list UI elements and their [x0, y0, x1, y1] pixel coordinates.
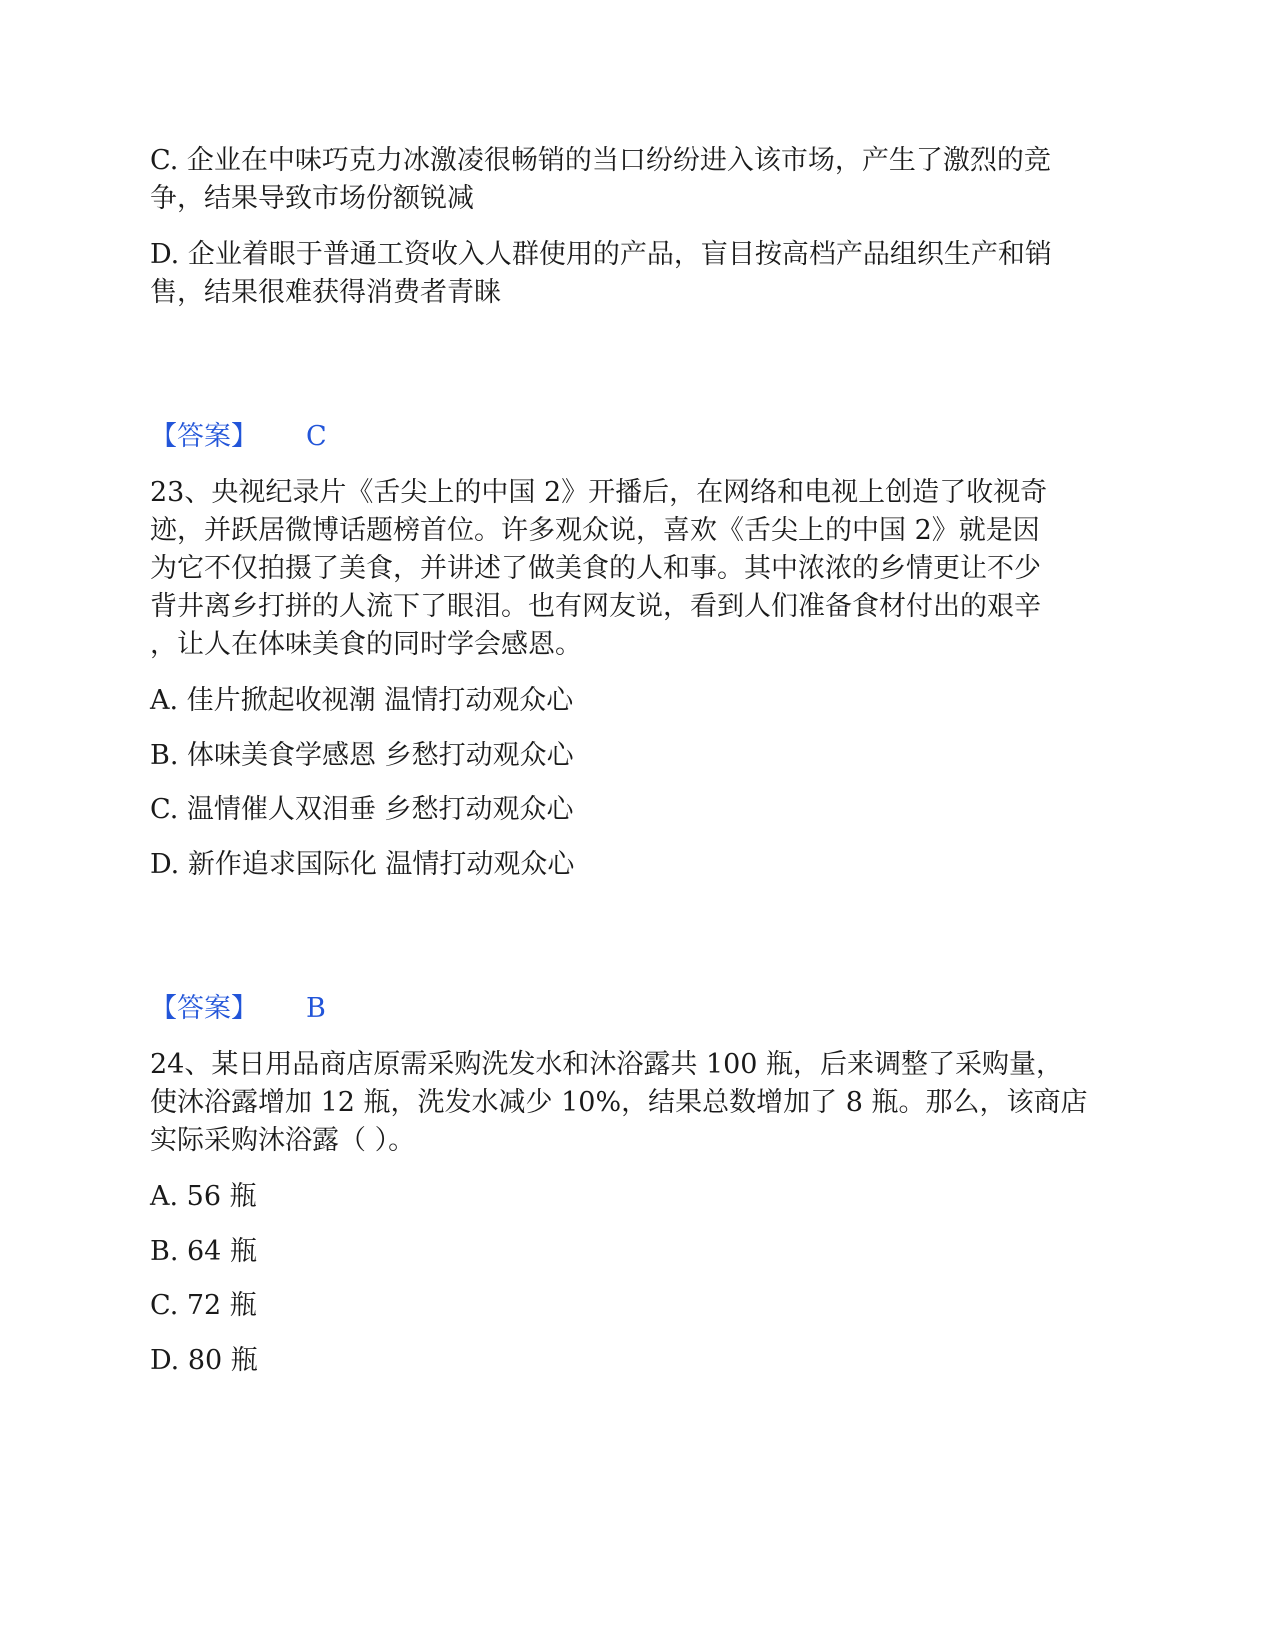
q23-option-b: B. 体味美食学感恩 乡愁打动观众心 [150, 740, 574, 771]
q22-option-c-line1: C. 企业在中味巧克力冰激凌很畅销的当口纷纷进入该市场，产生了激烈的竞 [150, 145, 1051, 176]
q24-stem-line: 使沐浴露增加 12 瓶，洗发水减少 10%，结果总数增加了 8 瓶。那么，该商店 [150, 1087, 1088, 1118]
q24-option-c: C. 72 瓶 [150, 1290, 257, 1321]
q22-option-d-line2: 售，结果很难获得消费者青睐 [150, 277, 501, 308]
q23-option-a: A. 佳片掀起收视潮 温情打动观众心 [150, 685, 574, 716]
q23-option-c: C. 温情催人双泪垂 乡愁打动观众心 [150, 794, 574, 825]
q23-stem-line: ，让人在体味美食的同时学会感恩。 [150, 629, 582, 660]
answer-label: 【答案】 [150, 993, 258, 1024]
q23-stem-line: 23、央视纪录片《舌尖上的中国 2》开播后，在网络和电视上创造了收视奇 [150, 477, 1048, 508]
q24-stem-line: 24、某日用品商店原需采购洗发水和沐浴露共 100 瓶，后来调整了采购量， [150, 1049, 1064, 1080]
answer-23 [150, 990, 326, 1028]
answer-value: C [306, 421, 327, 452]
q24-option-d: D. 80 瓶 [150, 1345, 258, 1376]
q24-option-a: A. 56 瓶 [150, 1181, 257, 1212]
q23-stem-line: 背井离乡打拼的人流下了眼泪。也有网友说，看到人们准备食材付出的艰辛 [150, 591, 1041, 622]
q23-option-d: D. 新作追求国际化 温情打动观众心 [150, 849, 575, 880]
answer-label: 【答案】 [150, 421, 258, 452]
q24-option-b: B. 64 瓶 [150, 1236, 257, 1267]
answer-value: B [306, 993, 326, 1024]
q22-option-c-line2: 争，结果导致市场份额锐减 [150, 183, 474, 214]
q23-stem-line: 为它不仅拍摄了美食，并讲述了做美食的人和事。其中浓浓的乡情更让不少 [150, 553, 1041, 584]
answer-22 [150, 418, 327, 456]
q22-option-d-line1: D. 企业着眼于普通工资收入人群使用的产品，盲目按高档产品组织生产和销 [150, 239, 1052, 270]
q23-stem-line: 迹，并跃居微博话题榜首位。许多观众说，喜欢《舌尖上的中国 2》就是因 [150, 515, 1040, 546]
q24-stem-line: 实际采购沐浴露（ ）。 [150, 1125, 416, 1156]
